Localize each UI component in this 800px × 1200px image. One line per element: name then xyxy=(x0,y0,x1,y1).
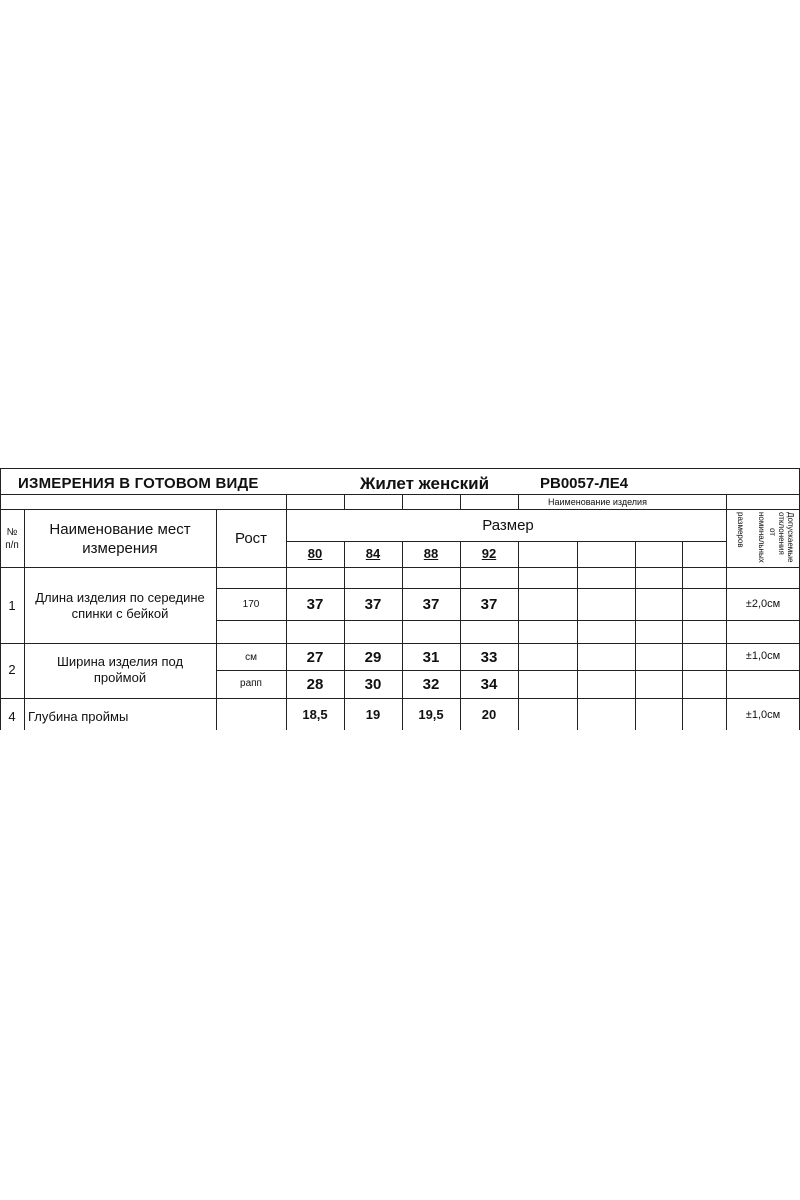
row-unit-cm: см xyxy=(245,652,257,663)
row-measurement-name: Глубина проймы xyxy=(28,709,129,724)
cell-value: 31 xyxy=(422,649,440,666)
grid-line xyxy=(0,567,800,568)
col-header-size: Размер xyxy=(482,517,534,534)
cell-value: 37 xyxy=(306,596,324,613)
row-measurement-name-line1: Длина изделия по середине xyxy=(35,590,205,605)
grid-line xyxy=(460,541,461,730)
grid-line xyxy=(402,494,403,509)
grid-line xyxy=(0,468,800,469)
row-measurement-name xyxy=(24,654,216,686)
grid-line xyxy=(0,494,800,495)
product-caption: Наименование изделия xyxy=(548,497,647,507)
col-header-number-line2: п/п xyxy=(5,540,19,551)
grid-line xyxy=(402,541,403,730)
cell-value: 28 xyxy=(306,676,324,693)
grid-line xyxy=(518,494,519,509)
col-header-name-line2: измерения xyxy=(82,540,158,557)
size-header: 88 xyxy=(423,546,439,561)
tolerance-header-line4: номинальных xyxy=(757,512,766,563)
row-unit-rapp: рапп xyxy=(240,678,262,689)
row-tolerance: ±1,0см xyxy=(745,650,781,662)
cell-value: 27 xyxy=(306,649,324,666)
size-header: 80 xyxy=(307,546,323,561)
grid-line xyxy=(216,588,800,589)
col-header-name-line1: Наименование мест xyxy=(49,521,191,538)
row-measurement-name-line1: Ширина изделия под xyxy=(56,654,184,669)
cell-value: 30 xyxy=(364,676,382,693)
row-tolerance: ±2,0см xyxy=(745,598,781,610)
row-measurement-name xyxy=(24,590,216,622)
row-number: 4 xyxy=(8,709,16,724)
cell-value: 19 xyxy=(365,707,381,722)
cell-value: 37 xyxy=(480,596,498,613)
cell-value: 37 xyxy=(422,596,440,613)
size-header: 84 xyxy=(365,546,381,561)
tolerance-header-line2: отклонения xyxy=(777,512,786,555)
cell-value: 32 xyxy=(422,676,440,693)
col-header-height: Рост xyxy=(234,530,268,547)
col-header-name xyxy=(24,520,216,558)
col-header-number-line1: № xyxy=(6,527,18,538)
cell-value: 29 xyxy=(364,649,382,666)
row-height: 170 xyxy=(242,599,260,610)
cell-value: 18,5 xyxy=(302,707,328,722)
grid-line xyxy=(577,541,578,730)
grid-line xyxy=(344,541,345,730)
row-number: 2 xyxy=(8,662,16,677)
cell-value: 19,5 xyxy=(418,707,444,722)
measurement-sheet xyxy=(0,468,800,730)
row-measurement-name-line2: спинки с бейкой xyxy=(71,606,169,621)
cell-value: 34 xyxy=(480,676,498,693)
grid-line xyxy=(460,494,461,509)
cell-value: 37 xyxy=(364,596,382,613)
row-number: 1 xyxy=(8,598,16,613)
sheet-title: ИЗМЕРЕНИЯ В ГОТОВОМ ВИДЕ xyxy=(18,475,259,492)
grid-line xyxy=(635,541,636,730)
grid-line xyxy=(286,541,726,542)
grid-line xyxy=(0,643,800,644)
row-tolerance: ±1,0см xyxy=(745,709,781,721)
col-header-number xyxy=(0,526,24,552)
grid-line xyxy=(0,698,800,699)
product-name: Жилет женский xyxy=(360,474,490,493)
grid-line xyxy=(518,541,519,730)
tolerance-header-line5: размеров xyxy=(736,512,745,548)
grid-line xyxy=(0,509,800,510)
size-header: 92 xyxy=(481,546,497,561)
tolerance-header-line3: от xyxy=(768,528,777,536)
product-code: РВ0057-ЛЕ4 xyxy=(540,475,629,492)
grid-line xyxy=(344,494,345,509)
grid-line xyxy=(682,541,683,730)
grid-line xyxy=(216,620,800,621)
cell-value: 20 xyxy=(481,707,497,722)
cell-value: 33 xyxy=(480,649,498,666)
grid-line xyxy=(216,670,800,671)
tolerance-header-line1: Допускаемые xyxy=(786,512,795,563)
grid-line xyxy=(726,494,727,730)
row-measurement-name-line2: проймой xyxy=(93,670,147,685)
